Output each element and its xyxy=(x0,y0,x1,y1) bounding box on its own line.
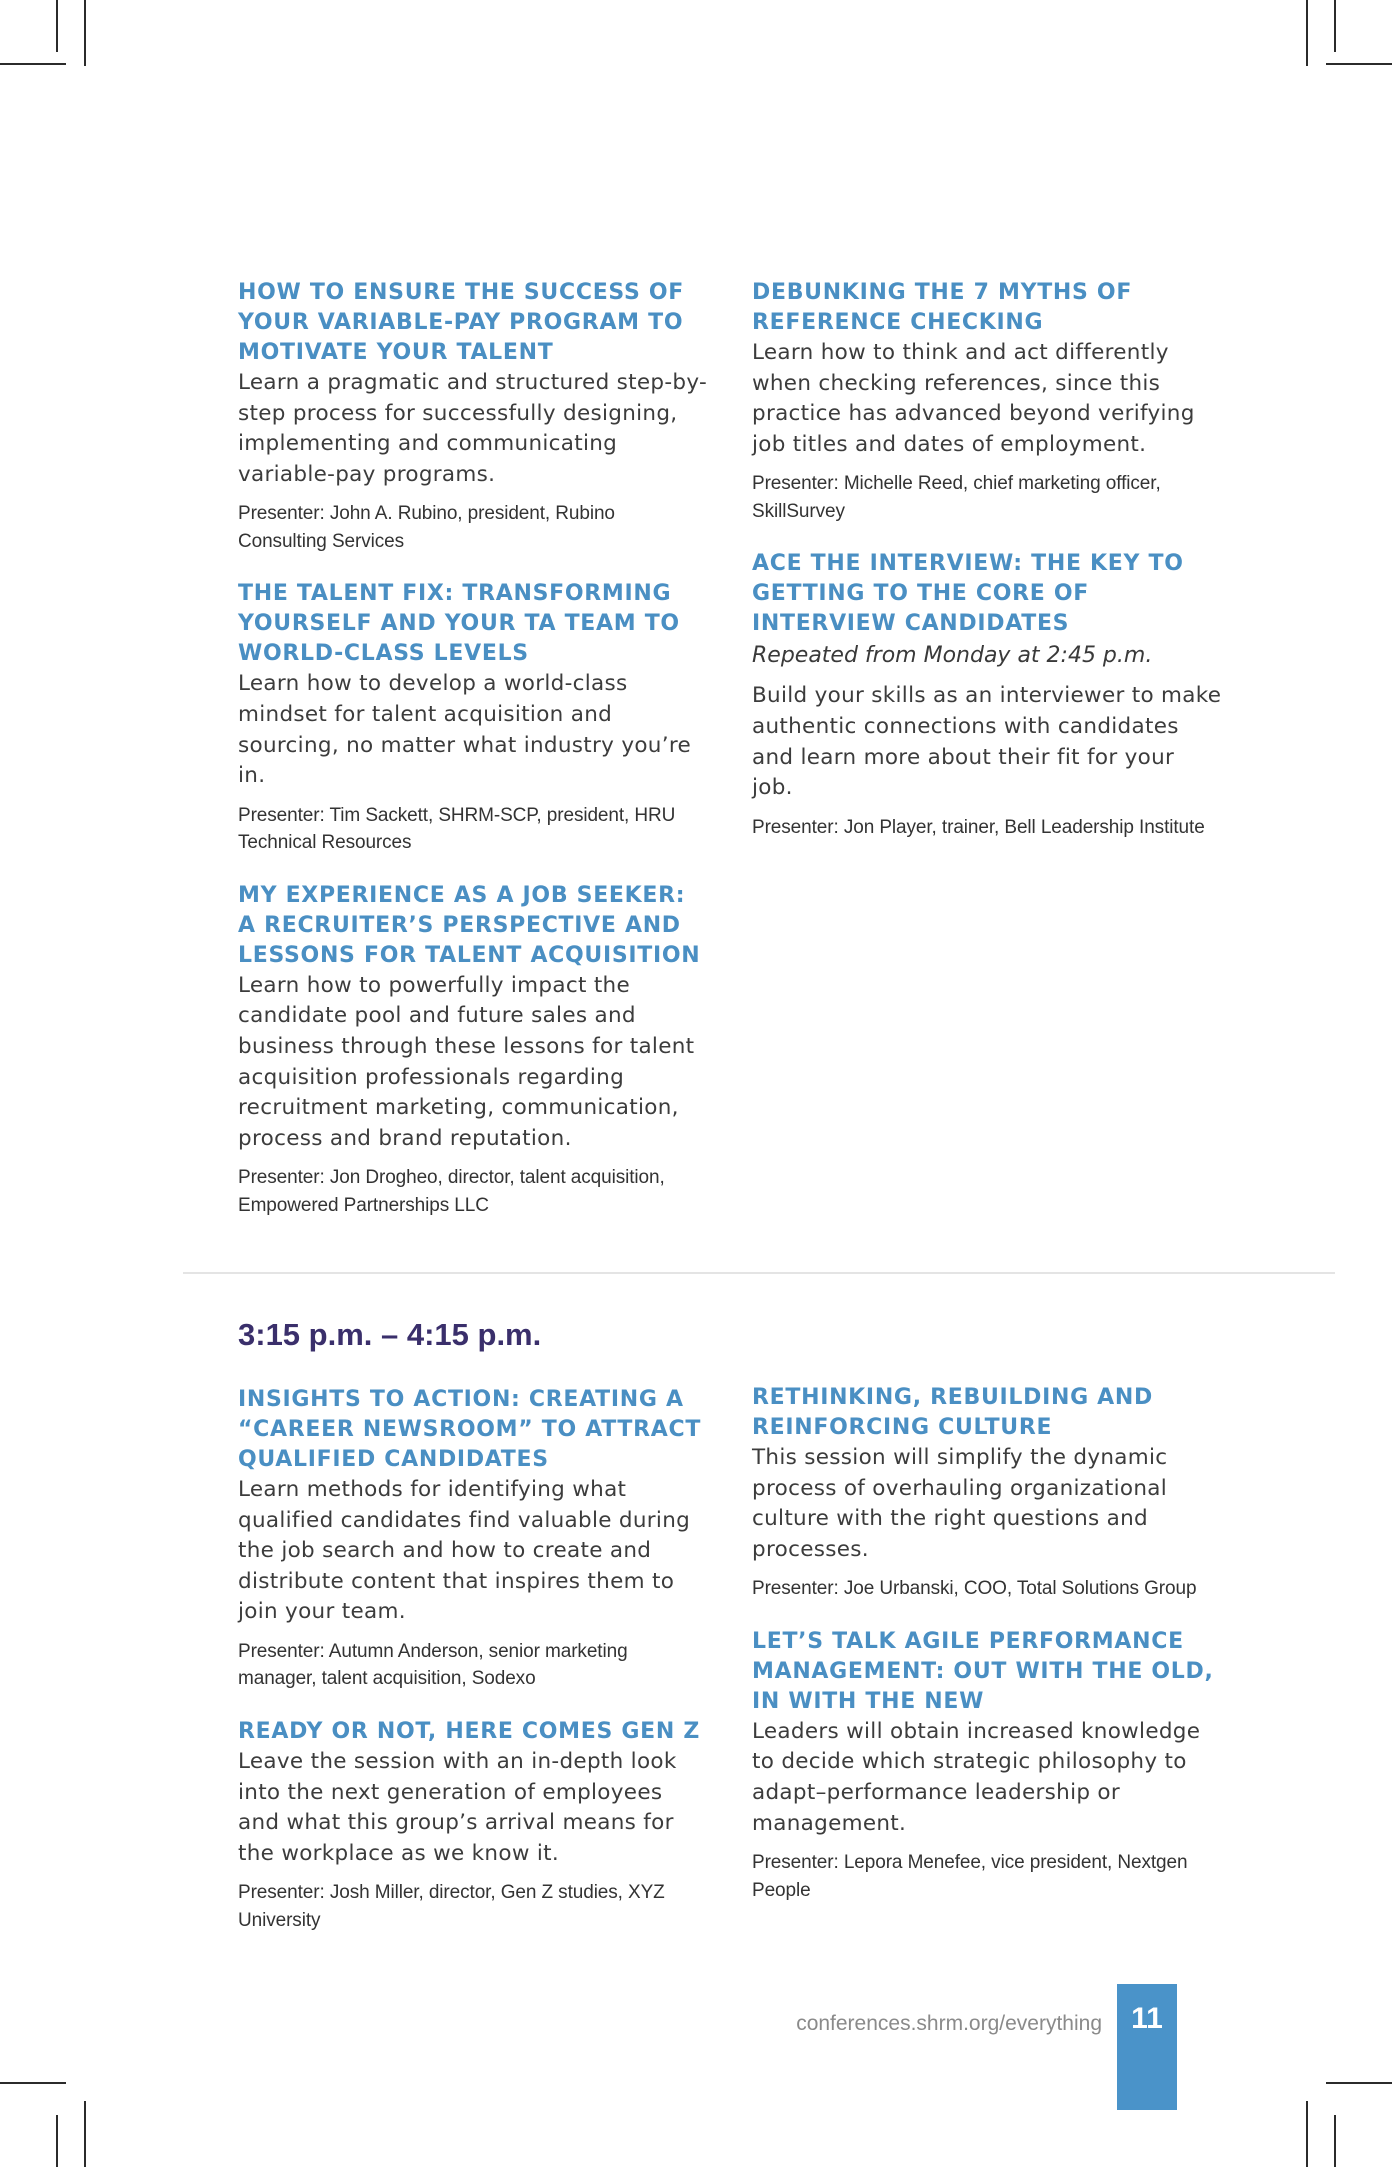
crop-mark xyxy=(56,0,58,52)
crop-mark xyxy=(84,2101,86,2167)
session-presenter: Presenter: Lepora Menefee, vice president, Nextgen People xyxy=(752,1852,1188,1901)
upper-right-column xyxy=(752,278,1222,865)
lower-left-column xyxy=(238,1385,708,1958)
session-title: LET’S TALK AGILE PERFORMANCE MANAGEMENT: OUT WITH THE OLD, IN WITH THE NEW xyxy=(752,1628,1214,1714)
session xyxy=(238,278,708,555)
session-presenter: Presenter: John A. Rubino, president, Rubino Consulting Services xyxy=(238,503,615,552)
session-title: MY EXPERIENCE AS A JOB SEEKER: A RECRUITER’S PERSPECTIVE AND LESSONS FOR TALENT ACQUISITION xyxy=(238,882,701,968)
page-number: 11 xyxy=(1131,2002,1163,2035)
session xyxy=(752,549,1222,841)
session xyxy=(238,881,708,1220)
session-title: INSIGHTS TO ACTION: CREATING A “CAREER NEWSROOM” TO ATTRACT QUALIFIED CANDIDATES xyxy=(238,1387,702,1472)
session-description: Leaders will obtain increased knowledge to decide which strategic philosophy to adapt–performance leadership or management. xyxy=(752,1718,1201,1836)
session-presenter: Presenter: Jon Player, trainer, Bell Leadership Institute xyxy=(752,816,1205,838)
session-title: READY OR NOT, HERE COMES GEN Z xyxy=(238,1718,700,1744)
crop-mark xyxy=(0,63,66,65)
session-description: Learn methods for identifying what qualified candidates find valuable during the job search and how to create and distribute content that inspires them to join your team. xyxy=(238,1477,691,1625)
session-description: Learn a pragmatic and structured step-by-step process for successfully designing, implementing and communicating variable-pay programs. xyxy=(238,370,708,487)
crop-mark xyxy=(1306,2101,1308,2167)
session-presenter: Presenter: Autumn Anderson, senior marketing manager, talent acquisition, Sodexo xyxy=(238,1640,628,1690)
crop-mark xyxy=(1334,0,1336,52)
session-description: This session will simplify the dynamic process of overhauling organizational culture with the right questions and processes. xyxy=(752,1445,1168,1562)
crop-mark xyxy=(1326,2082,1392,2084)
session xyxy=(238,579,708,856)
session-description: Learn how to powerfully impact the candidate pool and future sales and business through these lessons for talent acquisition professionals regarding recruitment marketing, communication, process and brand reputation. xyxy=(238,972,695,1151)
crop-mark xyxy=(56,2115,58,2167)
session xyxy=(238,1717,708,1934)
session xyxy=(752,1627,1222,1904)
session-description: Learn how to think and act differently when checking references, since this practice has advanced beyond verifying job titles and dates of employment. xyxy=(752,340,1195,457)
session-description: Build your skills as an interviewer to make authentic connections with candidates and learn more about their fit for your job. xyxy=(752,683,1222,801)
footer-url[interactable]: conferences.shrm.org/everything xyxy=(796,2012,1102,2035)
crop-mark xyxy=(0,2082,66,2084)
page-number-box xyxy=(1117,1984,1177,2110)
crop-mark xyxy=(1334,2115,1336,2167)
session-presenter: Presenter: Joe Urbanski, COO, Total Solutions Group xyxy=(752,1578,1197,1600)
time-slot-heading: 3:15 p.m. – 4:15 p.m. xyxy=(238,1317,542,1352)
lower-right-column xyxy=(752,1383,1222,1928)
session xyxy=(752,1383,1222,1603)
session-presenter: Presenter: Tim Sackett, SHRM-SCP, president, HRU Technical Resources xyxy=(238,804,676,854)
session xyxy=(752,278,1222,525)
session-title: HOW TO ENSURE THE SUCCESS OF YOUR VARIABLE-PAY PROGRAM TO MOTIVATE YOUR TALENT xyxy=(238,280,685,365)
session-description: Learn how to develop a world-class mindset for talent acquisition and sourcing, no matter what industry you’re in. xyxy=(238,671,692,789)
session-title: RETHINKING, REBUILDING AND REINFORCING CULTURE xyxy=(752,1385,1153,1440)
session-title: THE TALENT FIX: TRANSFORMING YOURSELF AND YOUR TA TEAM TO WORLD-CLASS LEVELS xyxy=(238,581,680,667)
session-title: ACE THE INTERVIEW: THE KEY TO GETTING TO THE CORE OF INTERVIEW CANDIDATES xyxy=(752,551,1184,637)
section-divider xyxy=(183,1272,1335,1274)
crop-mark xyxy=(1306,0,1308,66)
crop-mark xyxy=(1326,63,1392,65)
upper-left-column xyxy=(238,278,708,1243)
session-title: DEBUNKING THE 7 MYTHS OF REFERENCE CHECKING xyxy=(752,280,1133,335)
session xyxy=(238,1385,708,1693)
session-description: Leave the session with an in-depth look into the next generation of employees and what this group’s arrival means for the workplace as we know it. xyxy=(238,1748,677,1866)
session-presenter: Presenter: Michelle Reed, chief marketing officer, SkillSurvey xyxy=(752,473,1161,522)
session-presenter: Presenter: Jon Drogheo, director, talent acquisition, Empowered Partnerships LLC xyxy=(238,1167,665,1216)
crop-mark xyxy=(84,0,86,66)
session-repeat-note: Repeated from Monday at 2:45 p.m. xyxy=(752,643,1153,669)
session-presenter: Presenter: Josh Miller, director, Gen Z studies, XYZ University xyxy=(238,1882,665,1931)
